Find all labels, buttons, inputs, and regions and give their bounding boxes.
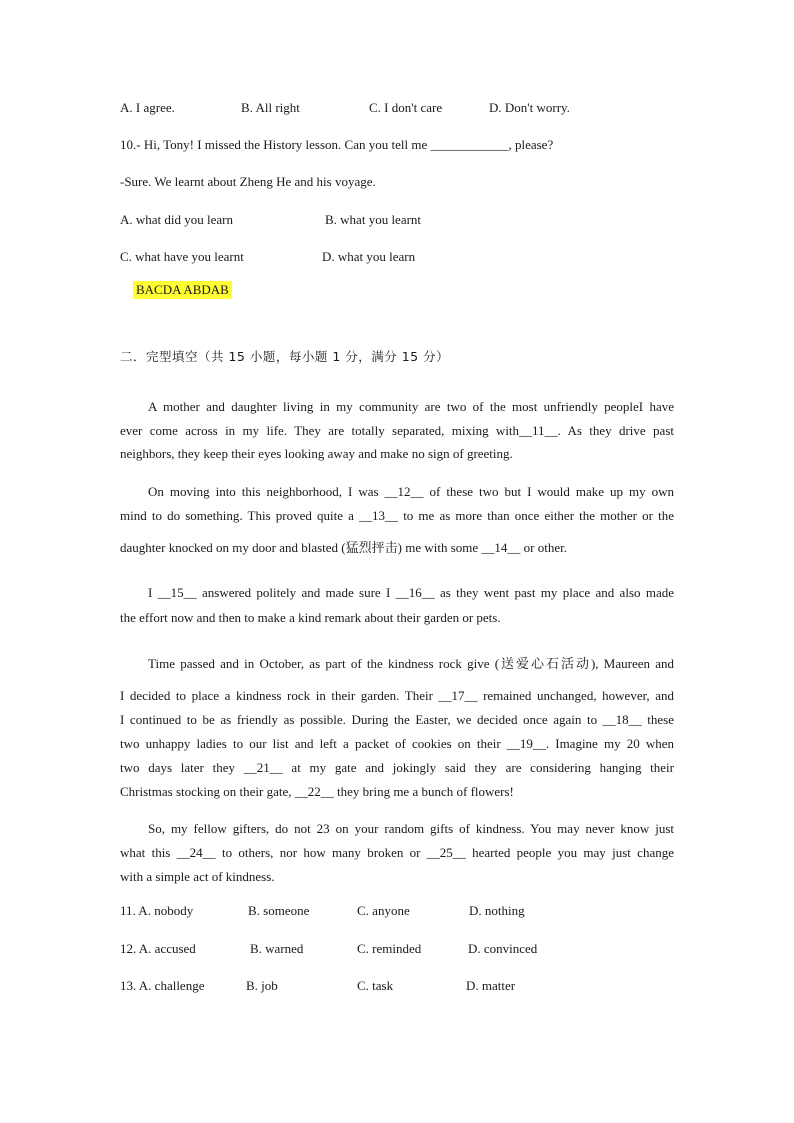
section-title: 二．完型填空（共 15 小题，每小题 1 分，满分 15 分） — [120, 349, 450, 364]
q13-option-a: 13. A. challenge — [120, 978, 205, 993]
q12-option-a: 12. A. accused — [120, 941, 196, 956]
q11-option-d: D. nothing — [469, 903, 525, 918]
q13-option-b: B. job — [246, 978, 278, 993]
q10-question: 10.- Hi, Tony! I missed the History lesson. Can you tell me ____________, please? — [120, 137, 554, 152]
p4-line-3: I continued to be as friendly as possible. During the Easter, we decided once again to __18__ these — [120, 712, 674, 727]
p3-line-2: the effort now and then to make a kind remark about their garden or pets. — [120, 609, 501, 625]
passage-paragraph-1 — [120, 395, 674, 466]
q9-option-c: C. I don't care — [369, 100, 443, 115]
p4-line-4: two unhappy ladies to our list and left a packet of cookies on their __19__. Imagine my 20 when — [120, 736, 674, 751]
q12-option-d: D. convinced — [468, 941, 538, 956]
p5-line-1: So, my fellow gifters, do not 23 on your random gifts of kindness. You may never know just — [148, 821, 674, 836]
p1-line-3: neighbors, they keep their eyes looking away and make no sign of greeting. — [120, 446, 513, 461]
p1-line-2: ever come across in my life. They are totally separated, mixing with__11__. As they drive past — [120, 422, 674, 438]
p4-line-6: Christmas stocking on their gate, __22__ they bring me a bunch of flowers! — [120, 784, 514, 799]
q10-option-a: A. what did you learn — [120, 212, 234, 227]
p4-line-2: I decided to place a kindness rock in their garden. Their __17__ remained unchanged, however, and — [120, 688, 674, 703]
p1-line-1: A mother and daughter living in my community are two of the most unfriendly peopleI have — [148, 399, 674, 414]
q10-option-c: C. what have you learnt — [120, 249, 244, 264]
p3-line-1: I __15__ answered politely and made sure I __16__ as they went past my place and also made — [148, 585, 674, 600]
p2-line-3: daughter knocked on my door and blasted (猛烈抨击) me with some __14__ or other. — [120, 540, 567, 555]
q12-option-b: B. warned — [250, 941, 304, 956]
q10-answer-line: -Sure. We learnt about Zheng He and his voyage. — [120, 174, 376, 189]
passage-paragraph-2 — [120, 480, 674, 560]
p2-line-1: On moving into this neighborhood, I was __12__ of these two but I would make up my own — [148, 484, 674, 499]
q13-option-c: C. task — [357, 978, 394, 993]
answer-key-highlight: BACDA ABDAB — [133, 281, 232, 299]
q13-option-d: D. matter — [466, 978, 516, 993]
p5-line-3: with a simple act of kindness. — [120, 869, 275, 884]
passage-paragraph-3 — [120, 581, 674, 630]
q10-option-b: B. what you learnt — [325, 212, 422, 227]
p4-line-5: two days later they __21__ at my gate and jokingly said they are considering hanging their — [120, 760, 674, 775]
q9-option-b: B. All right — [241, 100, 300, 115]
passage-paragraph-4 — [120, 652, 674, 804]
passage-paragraph-5 — [120, 817, 674, 889]
q11-option-a: 11. A. nobody — [120, 903, 194, 918]
q12-option-c: C. reminded — [357, 941, 422, 956]
q10-option-d: D. what you learn — [322, 249, 416, 264]
q9-option-a: A. I agree. — [120, 100, 175, 115]
q11-option-c: C. anyone — [357, 903, 410, 918]
p4-line-1: Time passed and in October, as part of the kindness rock give (送爱心石活动), Maureen and — [148, 656, 674, 671]
p5-line-2: what this __24__ to others, nor how many broken or __25__ hearted people you may just change — [120, 845, 674, 860]
q9-option-d: D. Don't worry. — [489, 100, 570, 115]
p2-line-2: mind to do something. This proved quite a __13__ to me as more than once either the mother or the — [120, 507, 674, 523]
q11-option-b: B. someone — [248, 903, 310, 918]
